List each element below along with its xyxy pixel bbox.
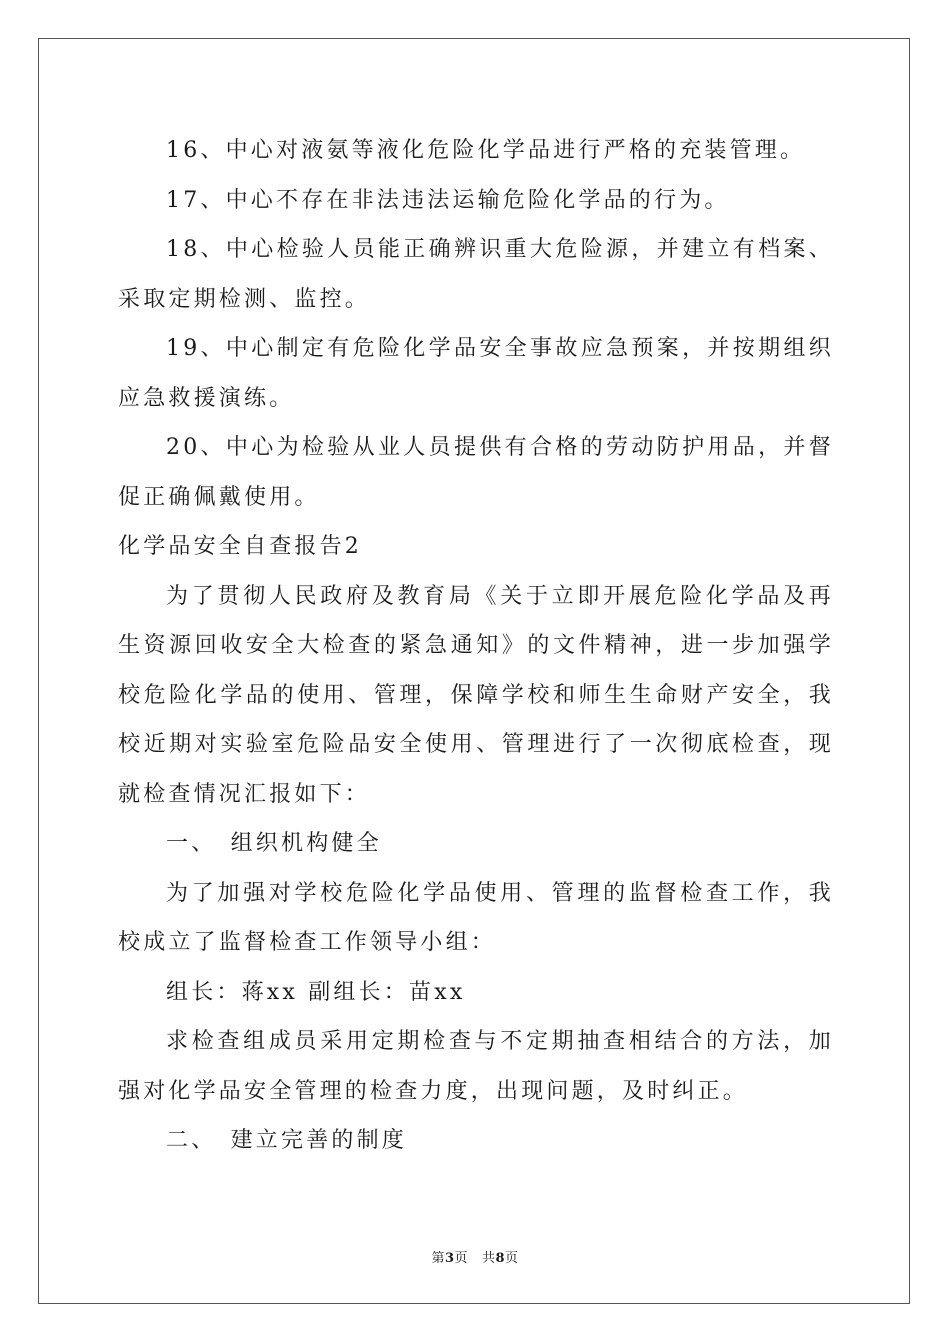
page-suffix: 页: [454, 1251, 469, 1266]
page-number: 3: [444, 1251, 455, 1266]
paragraph-organization: 为了加强对学校危险化学品使用、管理的监督检查工作，我校成立了监督检查工作领导小组：: [118, 880, 834, 955]
subheading-system: 二、 建立完善的制度: [166, 1128, 408, 1153]
total-pages: 8: [495, 1251, 506, 1266]
total-prefix: 共: [481, 1251, 496, 1266]
paragraph-item-17: 17、中心不存在非法违法运输危险化学品的行为。: [166, 187, 730, 213]
paragraph-inspection-method: 求检查组成员采用定期检查与不定期抽查相结合的方法，加强对化学品安全管理的检查力度，出现问题，及时纠正。: [118, 1029, 834, 1104]
paragraph-team-leaders: 组长：蒋xx 副组长：苗xx: [166, 979, 466, 1005]
paragraph-item-20: 20、中心为检验从业人员提供有合格的劳动防护用品，并督促正确佩戴使用。: [118, 435, 834, 510]
subheading-organization: 一、 组织机构健全: [166, 831, 382, 856]
paragraph-item-19: 19、中心制定有危险化学品安全事故应急预案，并按期组织应急救援演练。: [118, 336, 834, 411]
total-suffix: 页: [505, 1251, 519, 1266]
paragraph-item-16: 16、中心对液氨等液化危险化学品进行严格的充装管理。: [166, 138, 806, 163]
section-heading: 化学品安全自查报告2: [118, 534, 362, 559]
page-prefix: 第: [431, 1251, 445, 1266]
document-body: [118, 126, 834, 1166]
page-footer: [0, 1247, 950, 1266]
paragraph-intro: 为了贯彻人民政府及教育局《关于立即开展危险化学品及再生资源回收安全大检查的紧急通知》的文件精神，进一步加强学校危险化学品的使用、管理，保障学校和师生生命财产安全，我校近期对实验室危险品安全使用、管理进行了一次彻底检查，现就检查情况汇报如下：: [118, 583, 834, 807]
paragraph-item-18: 18、中心检验人员能正确辨识重大危险源，并建立有档案、采取定期检测、监控。: [118, 237, 834, 312]
